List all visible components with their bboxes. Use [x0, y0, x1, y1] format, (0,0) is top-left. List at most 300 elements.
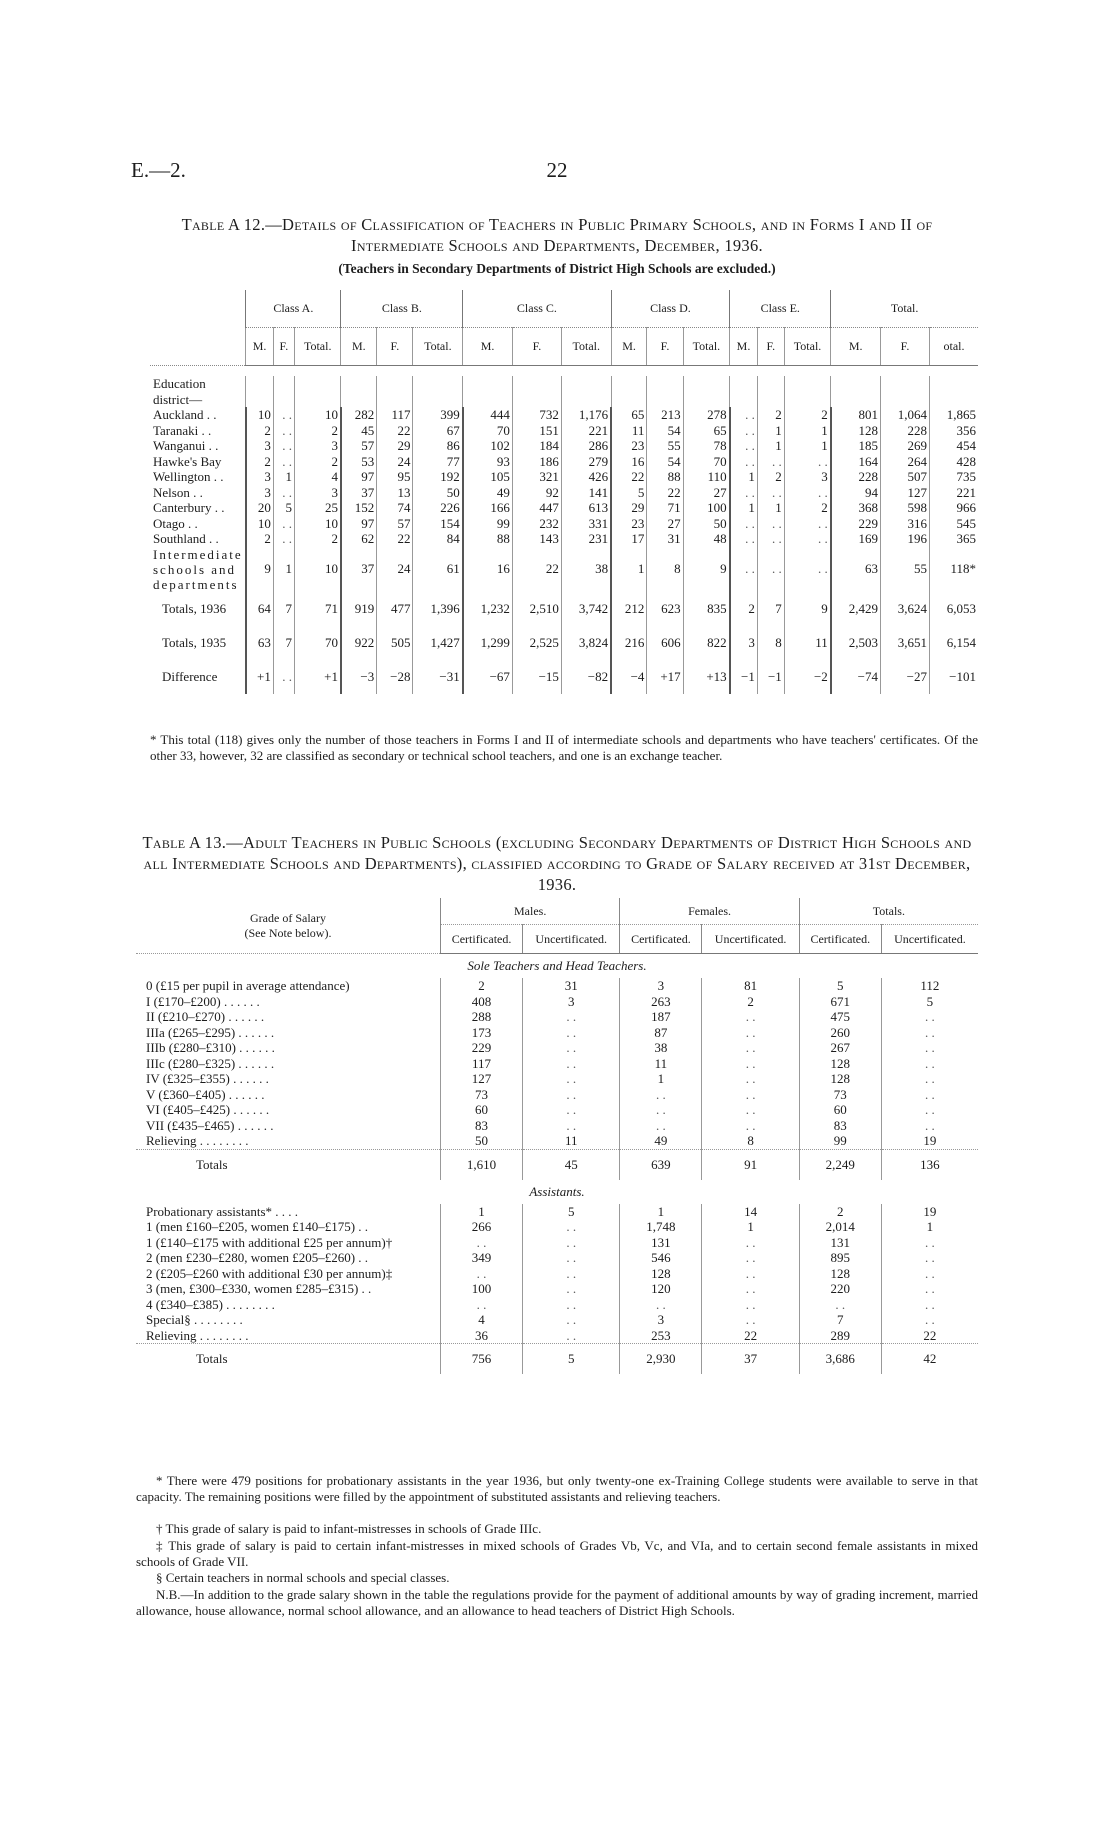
grade-label: IIIb (£280–£310) . . . . . .: [146, 1040, 275, 1055]
section-caption: Assistants.: [529, 1183, 585, 1199]
cell-value: 475: [799, 1009, 881, 1025]
column-header: Total.: [294, 328, 341, 366]
table-a12-footnote: * This total (118) gives only the number of those teachers in Forms I and II of intermediate schools and departments who have teachers' certificates. Of the other 33, however, 32 are classified as secondary or technical school teachers, and one is an exchange teacher.: [150, 732, 978, 763]
cell-value: 228: [831, 469, 881, 485]
cell-value: 2,014: [799, 1219, 881, 1235]
cell-value: 1,865: [930, 407, 978, 423]
table-row: [136, 1250, 978, 1266]
cell-value: 86: [413, 438, 463, 454]
cell-value: 53: [341, 454, 377, 470]
totals-row: [150, 626, 978, 660]
cell-value: 316: [881, 516, 930, 532]
cell-value: 73: [441, 1087, 523, 1103]
table-row: [136, 1025, 978, 1041]
cell-value: . .: [757, 485, 784, 501]
cell-value: +13: [683, 660, 730, 694]
cell-value: −74: [831, 660, 881, 694]
cell-value: 1,176: [561, 407, 611, 423]
cell-value: 37: [341, 547, 377, 592]
cell-value: 22: [647, 485, 683, 501]
cell-value: 1: [757, 423, 784, 439]
cell-value: . .: [730, 531, 758, 547]
grade-label: VI (£405–£425) . . . . . .: [146, 1102, 270, 1117]
cell-value: 9: [683, 547, 730, 592]
cell-value: 1: [611, 547, 647, 592]
cell-value: 263: [620, 994, 702, 1010]
cell-value: 1,064: [881, 407, 930, 423]
cell-value: . .: [523, 1328, 620, 1344]
cell-value: 55: [881, 547, 930, 592]
cell-value: 2: [441, 978, 523, 994]
totals-row: [150, 660, 978, 694]
grade-label: IV (£325–£355) . . . . . .: [146, 1071, 269, 1086]
column-header: F.: [881, 328, 930, 366]
cell-value: 267: [799, 1040, 881, 1056]
cell-value: 88: [463, 531, 513, 547]
cell-value: . .: [757, 547, 784, 592]
cell-value: 229: [441, 1040, 523, 1056]
table-row: [136, 1219, 978, 1235]
totals-label: Totals: [136, 1344, 441, 1375]
cell-value: . .: [523, 1118, 620, 1134]
column-header: otal.: [930, 328, 978, 366]
table-a12-title: Table A 12.—Details of Classification of Teachers in Public Primary Schools, and in Forms I and II of Intermediate Schools and Departments, December, 1936.: [181, 215, 933, 255]
cell-value: 365: [930, 531, 978, 547]
table-row: [136, 1071, 978, 1087]
table-row: [136, 1312, 978, 1328]
row-label: Taranaki . .: [153, 422, 212, 438]
cell-value: 70: [683, 454, 730, 470]
footnote: * There were 479 positions for probationary assistants in the year 1936, but only twenty-one ex-Training College students were available to serve in that capacity. The remaining positions were filled by the appointment of substituted assistants and relieving teachers.: [136, 1473, 978, 1504]
cell-value: 128: [831, 423, 881, 439]
column-header: M.: [611, 328, 647, 366]
cell-value: 1: [620, 1071, 702, 1087]
cell-value: 63: [831, 547, 881, 592]
grade-label: 3 (men, £300–£330, women £285–£315) . .: [146, 1281, 372, 1296]
cell-value: 19: [881, 1133, 978, 1149]
table-row: [136, 1204, 978, 1220]
column-header: F.: [377, 328, 413, 366]
column-header: M.: [463, 328, 513, 366]
cell-value: 128: [620, 1266, 702, 1282]
cell-value: 61: [413, 547, 463, 592]
cell-value: 166: [463, 500, 513, 516]
cell-value: 671: [799, 994, 881, 1010]
cell-value: 83: [441, 1118, 523, 1134]
cell-value: 213: [647, 407, 683, 423]
cell-value: 102: [463, 438, 513, 454]
cell-value: 9: [784, 592, 831, 626]
table-row: [136, 1297, 978, 1313]
cell-value: 38: [561, 547, 611, 592]
cell-value: 1,427: [413, 626, 463, 660]
cell-value: −4: [611, 660, 647, 694]
cell-value: 100: [441, 1281, 523, 1297]
cell-value: 187: [620, 1009, 702, 1025]
cell-value: 801: [831, 407, 881, 423]
cell-value: 606: [647, 626, 683, 660]
cell-value: . .: [273, 454, 294, 470]
table-row: [150, 485, 978, 501]
cell-value: . .: [523, 1025, 620, 1041]
cell-value: 2,429: [831, 592, 881, 626]
table-row: [150, 531, 978, 547]
cell-value: 545: [930, 516, 978, 532]
cell-value: 3: [246, 485, 274, 501]
cell-value: . .: [881, 1102, 978, 1118]
row-label: Nelson . .: [153, 484, 203, 500]
cell-value: 399: [413, 407, 463, 423]
cell-value: 2,525: [512, 626, 561, 660]
cell-value: 63: [246, 626, 274, 660]
cell-value: +1: [246, 660, 274, 694]
cell-value: 3: [294, 485, 341, 501]
cell-value: 598: [881, 500, 930, 516]
cell-value: 2: [246, 531, 274, 547]
cell-value: 228: [881, 423, 930, 439]
cell-value: 45: [341, 423, 377, 439]
table-row: [136, 1133, 978, 1149]
cell-value: 99: [799, 1133, 881, 1149]
cell-value: 70: [294, 626, 341, 660]
cell-value: 2,510: [512, 592, 561, 626]
row-label: Totals, 1935: [162, 634, 227, 650]
cell-value: 50: [413, 485, 463, 501]
grade-label: Special§ . . . . . . . .: [146, 1312, 243, 1327]
cell-value: 105: [463, 469, 513, 485]
cell-value: 477: [377, 592, 413, 626]
cell-value: 93: [463, 454, 513, 470]
cell-value: 2,930: [620, 1344, 702, 1375]
row-label: Southland . .: [153, 531, 219, 546]
grade-label: Probationary assistants* . . . .: [146, 1203, 299, 1219]
cell-value: 169: [831, 531, 881, 547]
totals-row: [136, 1344, 978, 1375]
cell-value: 128: [799, 1266, 881, 1282]
cell-value: 184: [512, 438, 561, 454]
cell-value: 97: [341, 516, 377, 532]
cell-value: 2: [294, 454, 341, 470]
cell-value: 2: [294, 423, 341, 439]
cell-value: 16: [463, 547, 513, 592]
cell-value: . .: [881, 1040, 978, 1056]
cell-value: . .: [881, 1235, 978, 1251]
cell-value: 2: [757, 407, 784, 423]
cell-value: 269: [881, 438, 930, 454]
cell-value: 196: [881, 531, 930, 547]
cell-value: 1: [702, 1219, 799, 1235]
table-a13-title: Table A 13.—Adult Teachers in Public Schools (excluding Secondary Departments of District High Schools and all Intermediate Schools and Departments), classified according to Grade of Salary received at 31st December, 1936.: [142, 833, 972, 894]
cell-value: . .: [523, 1009, 620, 1025]
cell-value: . .: [799, 1297, 881, 1313]
cell-value: . .: [730, 454, 758, 470]
cell-value: 231: [561, 531, 611, 547]
cell-value: . .: [273, 407, 294, 423]
cell-value: 67: [413, 423, 463, 439]
cell-value: 120: [620, 1281, 702, 1297]
cell-value: 84: [413, 531, 463, 547]
cell-value: 368: [831, 500, 881, 516]
column-header: Uncertificated.: [702, 925, 799, 954]
cell-value: 128: [799, 1071, 881, 1087]
cell-value: 100: [683, 500, 730, 516]
cell-value: . .: [881, 1312, 978, 1328]
cell-value: 639: [620, 1149, 702, 1180]
cell-value: 55: [647, 438, 683, 454]
cell-value: 27: [647, 516, 683, 532]
cell-value: 23: [611, 438, 647, 454]
cell-value: 3: [784, 469, 831, 485]
grade-label: V (£360–£405) . . . . . .: [146, 1086, 265, 1102]
cell-value: 49: [620, 1133, 702, 1149]
cell-value: 87: [620, 1025, 702, 1041]
cell-value: 31: [647, 531, 683, 547]
cell-value: . .: [523, 1040, 620, 1056]
cell-value: . .: [881, 1297, 978, 1313]
cell-value: 22: [377, 531, 413, 547]
column-header: M.: [246, 328, 274, 366]
cell-value: 11: [620, 1056, 702, 1072]
cell-value: 3: [620, 1312, 702, 1328]
cell-value: . .: [702, 1250, 799, 1266]
cell-value: 24: [377, 547, 413, 592]
cell-value: . .: [523, 1071, 620, 1087]
cell-value: 192: [413, 469, 463, 485]
table-row: [136, 1009, 978, 1025]
cell-value: . .: [702, 1297, 799, 1313]
table-row: [136, 1281, 978, 1297]
table-a13: [136, 898, 978, 1374]
cell-value: 136: [881, 1149, 978, 1180]
cell-value: 1: [757, 500, 784, 516]
cell-value: 118*: [930, 547, 978, 592]
totals-row: [136, 1149, 978, 1180]
cell-value: . .: [702, 1312, 799, 1328]
cell-value: 45: [523, 1149, 620, 1180]
cell-value: . .: [702, 1281, 799, 1297]
cell-value: 2,249: [799, 1149, 881, 1180]
cell-value: 29: [377, 438, 413, 454]
cell-value: . .: [620, 1102, 702, 1118]
cell-value: 2,503: [831, 626, 881, 660]
cell-value: 127: [441, 1071, 523, 1087]
cell-value: 3: [523, 994, 620, 1010]
grade-label: 1 (£140–£175 with additional £25 per annum)†: [146, 1234, 393, 1250]
cell-value: 10: [294, 407, 341, 423]
cell-value: . .: [702, 1025, 799, 1041]
cell-value: . .: [730, 547, 758, 592]
cell-value: 164: [831, 454, 881, 470]
cell-value: 8: [647, 547, 683, 592]
cell-value: . .: [730, 407, 758, 423]
cell-value: 60: [441, 1102, 523, 1118]
grade-header: [136, 898, 441, 954]
cell-value: 95: [377, 469, 413, 485]
sex-group-header: Males.: [441, 898, 620, 925]
cell-value: . .: [730, 485, 758, 501]
cell-value: . .: [523, 1281, 620, 1297]
cell-value: 3: [620, 978, 702, 994]
cell-value: . .: [523, 1087, 620, 1103]
cell-value: 11: [611, 423, 647, 439]
cell-value: 22: [377, 423, 413, 439]
cell-value: 1: [784, 423, 831, 439]
cell-value: 1,748: [620, 1219, 702, 1235]
cell-value: . .: [523, 1250, 620, 1266]
cell-value: 229: [831, 516, 881, 532]
cell-value: 1: [784, 438, 831, 454]
cell-value: 212: [611, 592, 647, 626]
cell-value: −31: [413, 660, 463, 694]
cell-value: 835: [683, 592, 730, 626]
cell-value: 50: [441, 1133, 523, 1149]
cell-value: 356: [930, 423, 978, 439]
class-group-header: Class C.: [463, 290, 611, 328]
cell-value: 454: [930, 438, 978, 454]
cell-value: 16: [611, 454, 647, 470]
cell-value: 99: [463, 516, 513, 532]
column-header: Total.: [784, 328, 831, 366]
cell-value: . .: [881, 1118, 978, 1134]
cell-value: . .: [702, 1118, 799, 1134]
cell-value: 10: [294, 547, 341, 592]
cell-value: 27: [683, 485, 730, 501]
cell-value: 110: [683, 469, 730, 485]
class-group-header: Class B.: [341, 290, 463, 328]
cell-value: . .: [441, 1266, 523, 1282]
cell-value: 5: [273, 500, 294, 516]
table-row: [150, 423, 978, 439]
class-group-header: Total.: [831, 290, 978, 328]
cell-value: 71: [647, 500, 683, 516]
column-header: M.: [730, 328, 758, 366]
cell-value: . .: [702, 1009, 799, 1025]
cell-value: 3,624: [881, 592, 930, 626]
cell-value: 143: [512, 531, 561, 547]
row-label: Hawke's Bay: [153, 453, 222, 469]
cell-value: 286: [561, 438, 611, 454]
cell-value: 264: [881, 454, 930, 470]
grade-label: 2 (men £230–£280, women £205–£260) . .: [146, 1250, 369, 1265]
column-header: Certificated.: [799, 925, 881, 954]
table-row: [136, 1040, 978, 1056]
row-label: Canterbury . .: [153, 500, 225, 515]
cell-value: . .: [730, 516, 758, 532]
cell-value: . .: [730, 438, 758, 454]
cell-value: 128: [799, 1056, 881, 1072]
column-header: Certificated.: [441, 925, 523, 954]
table-row: [136, 994, 978, 1010]
cell-value: . .: [702, 1102, 799, 1118]
cell-value: 186: [512, 454, 561, 470]
cell-value: 20: [246, 500, 274, 516]
cell-value: 1: [881, 1219, 978, 1235]
column-header: M.: [831, 328, 881, 366]
page-reference: E.—2.: [131, 158, 186, 182]
table-row: [150, 469, 978, 485]
table-row: [150, 438, 978, 454]
footnote: § Certain teachers in normal schools and special classes.: [156, 1570, 450, 1585]
grade-label: Relieving . . . . . . . .: [146, 1327, 249, 1343]
cell-value: . .: [523, 1297, 620, 1313]
cell-value: 266: [441, 1219, 523, 1235]
cell-value: 13: [377, 485, 413, 501]
cell-value: 81: [702, 978, 799, 994]
column-header: M.: [341, 328, 377, 366]
cell-value: . .: [784, 485, 831, 501]
cell-value: 2: [246, 423, 274, 439]
cell-value: 278: [683, 407, 730, 423]
cell-value: 70: [463, 423, 513, 439]
cell-value: 78: [683, 438, 730, 454]
grade-header-label: Grade of Salary: [250, 910, 326, 925]
cell-value: 88: [647, 469, 683, 485]
cell-value: 54: [647, 423, 683, 439]
cell-value: . .: [273, 660, 294, 694]
cell-value: 321: [512, 469, 561, 485]
cell-value: 507: [881, 469, 930, 485]
cell-value: 226: [413, 500, 463, 516]
cell-value: . .: [702, 1071, 799, 1087]
cell-value: 546: [620, 1250, 702, 1266]
cell-value: 260: [799, 1025, 881, 1041]
cell-value: 117: [441, 1056, 523, 1072]
cell-value: 221: [561, 423, 611, 439]
row-label: Wellington . .: [153, 469, 224, 484]
cell-value: 10: [246, 516, 274, 532]
cell-value: 57: [341, 438, 377, 454]
cell-value: 2: [757, 469, 784, 485]
cell-value: 141: [561, 485, 611, 501]
grade-label: IIIc (£280–£325) . . . . . .: [146, 1055, 275, 1071]
grade-label: I (£170–£200) . . . . . .: [146, 993, 260, 1009]
row-label: Totals, 1936: [162, 600, 227, 616]
cell-value: . .: [523, 1056, 620, 1072]
cell-value: 19: [881, 1204, 978, 1220]
cell-value: 173: [441, 1025, 523, 1041]
footnote: N.B.—In addition to the grade salary shown in the table the regulations provide for the payment of additional amounts by way of grading increment, married allowance, house allowance, normal school allowance, and an allowance to head teachers of District High Schools.: [136, 1587, 978, 1618]
cell-value: −101: [930, 660, 978, 694]
cell-value: 7: [273, 592, 294, 626]
cell-value: 4: [294, 469, 341, 485]
cell-value: 97: [341, 469, 377, 485]
cell-value: 2: [784, 407, 831, 423]
cell-value: 22: [611, 469, 647, 485]
cell-value: 288: [441, 1009, 523, 1025]
table-row: [136, 1235, 978, 1251]
cell-value: 3: [730, 626, 758, 660]
cell-value: . .: [702, 1266, 799, 1282]
stub-header: [150, 290, 246, 366]
cell-value: 282: [341, 407, 377, 423]
cell-value: 4: [441, 1312, 523, 1328]
cell-value: 221: [930, 485, 978, 501]
cell-value: 1: [273, 547, 294, 592]
page-number: 22: [546, 158, 568, 182]
cell-value: 112: [881, 978, 978, 994]
cell-value: −15: [512, 660, 561, 694]
cell-value: 1,299: [463, 626, 513, 660]
table-row: [136, 1056, 978, 1072]
cell-value: 71: [294, 592, 341, 626]
cell-value: 23: [611, 516, 647, 532]
column-header: F.: [512, 328, 561, 366]
cell-value: 50: [683, 516, 730, 532]
cell-value: 922: [341, 626, 377, 660]
cell-value: . .: [881, 1009, 978, 1025]
cell-value: 17: [611, 531, 647, 547]
class-group-header: Class E.: [730, 290, 831, 328]
